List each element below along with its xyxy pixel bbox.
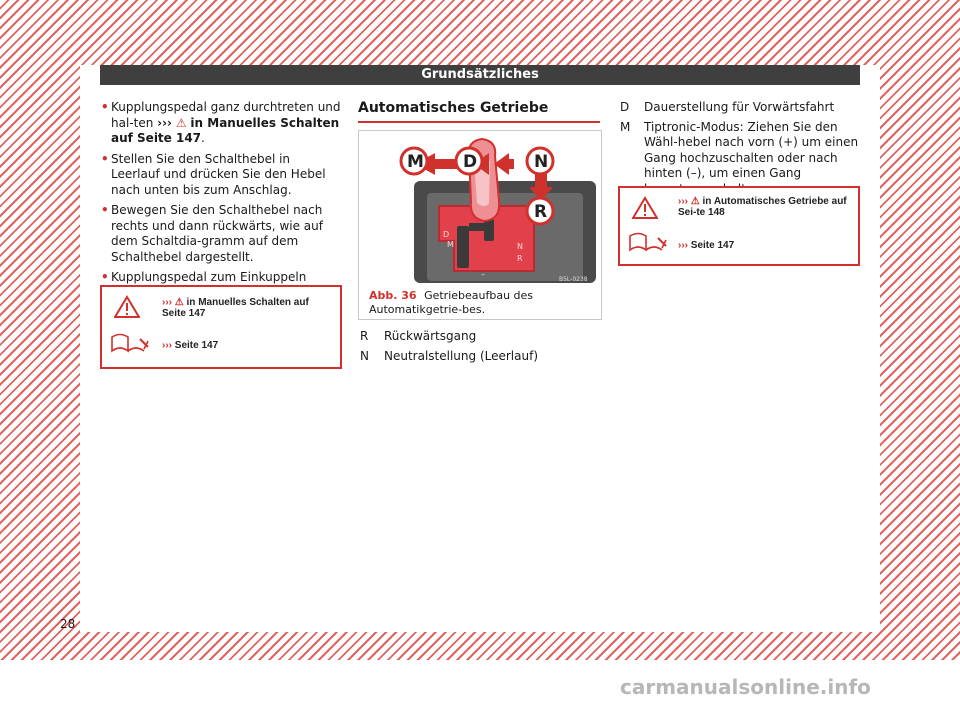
bullet-dot: • <box>101 151 109 166</box>
bullet-text: Kupplungspedal zum Einkuppeln <box>111 270 307 284</box>
def-desc: Dauerstellung für Vorwärtsfahrt <box>644 100 835 114</box>
def-term: M <box>620 119 631 134</box>
book-ref[interactable] <box>162 340 332 351</box>
caption-label: Abb. 36 <box>369 289 417 302</box>
fig-label-D: D <box>463 152 478 172</box>
ref-arrow: ››› <box>162 297 172 308</box>
left-column <box>101 100 341 306</box>
header-title: Grundsätzliches <box>421 67 539 82</box>
gate-label: D <box>443 230 450 239</box>
bullet-item <box>101 203 341 265</box>
ref-link[interactable]: in Manuelles Schalten auf Seite 147 <box>111 115 340 145</box>
gear-lever-illustration <box>359 131 601 286</box>
def-desc: Rückwärtsgang <box>384 329 477 343</box>
reference-box <box>100 285 342 369</box>
definition-row <box>360 329 600 345</box>
gate-label: N <box>517 242 523 251</box>
def-term: N <box>360 348 369 363</box>
bullet-end: . <box>201 131 205 145</box>
figure-caption <box>369 289 593 317</box>
warning-icon <box>114 295 140 319</box>
bullet-text: Stellen Sie den Schalthebel in Leerlauf und drücken Sie den Hebel nach unten bis zum Anschlag. <box>111 151 326 197</box>
def-term: D <box>620 100 630 114</box>
ref-arrow: ››› <box>678 240 688 251</box>
bullet-item <box>101 152 341 199</box>
warning-ref[interactable] <box>678 196 852 218</box>
bullet-text: Bewegen Sie den Schalthebel nach rechts und dann rückwärts, wie auf dem Schaltdia-gramm auf dem Schalthebel dargestellt. <box>111 203 323 264</box>
gate-label: M <box>447 240 454 249</box>
gate-label: – <box>481 270 485 279</box>
fig-label-M: M <box>407 152 424 172</box>
reference-box <box>618 186 860 266</box>
definition-row <box>620 100 860 116</box>
def-desc: Neutralstellung (Leerlauf) <box>384 348 538 363</box>
bullet-text: Kupplungspedal ganz durchtreten und hal-ten <box>111 100 341 130</box>
ref-text: in Manuelles Schalten auf Seite 147 <box>162 297 309 319</box>
ref-arrow: ››› <box>157 115 172 130</box>
definition-row <box>360 349 600 365</box>
ref-text: Seite 147 <box>690 240 735 251</box>
definition-list <box>360 329 600 368</box>
book-ref[interactable] <box>678 240 852 251</box>
watermark: carmanualsonline.info <box>620 675 871 699</box>
warning-triangle-icon: ⚠ <box>690 196 700 207</box>
warning-ref[interactable] <box>162 297 332 319</box>
fig-label-N: N <box>534 152 549 172</box>
bullet-dot: • <box>101 203 109 217</box>
ref-text: in Automatisches Getriebe auf Sei-te 148 <box>678 196 847 218</box>
book-icon <box>110 333 150 355</box>
fig-label-R: R <box>534 202 548 222</box>
bullet-item <box>101 100 341 147</box>
def-desc: Tiptronic-Modus: Ziehen Sie den Wähl-hebel nach vorn (+) um einen Gang hochzuschalten oder nach hinten (–), um einen Gang <box>644 119 859 180</box>
bullet-dot: • <box>101 270 109 284</box>
section-divider <box>358 121 600 123</box>
ref-arrow: ››› <box>162 340 172 351</box>
def-term: R <box>360 329 369 343</box>
warning-icon <box>632 196 658 220</box>
warning-triangle-icon: ⚠ <box>175 115 187 130</box>
bullet-dot: • <box>101 100 109 114</box>
caption-text: Getriebeaufbau des Automatikgetrie-bes. <box>369 289 534 316</box>
page-number: 28 <box>60 617 76 631</box>
figure-code: B5L-0238 <box>559 276 588 283</box>
page-header <box>100 65 860 85</box>
ref-arrow: ››› <box>678 196 688 207</box>
gate-label: R <box>517 254 523 263</box>
section-title: Automatisches Getriebe <box>358 100 549 116</box>
ref-text: Seite 147 <box>174 340 219 351</box>
book-icon <box>628 232 668 254</box>
figure <box>358 130 602 320</box>
warning-triangle-icon: ⚠ <box>174 297 184 308</box>
